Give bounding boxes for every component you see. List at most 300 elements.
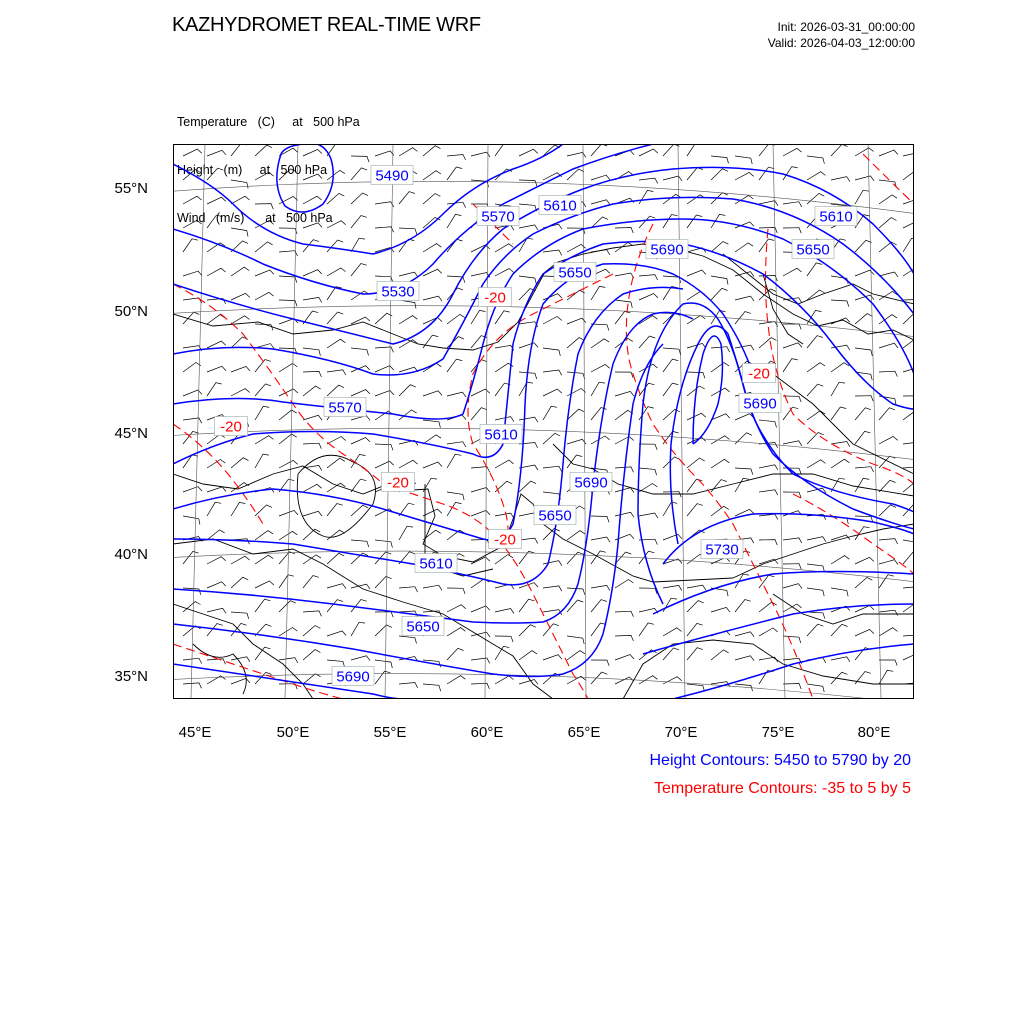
wind-barb [663,409,680,420]
wind-barb [807,537,826,542]
wind-barb [687,144,702,156]
wind-barb [663,359,678,372]
wind-barb [447,442,466,447]
wind-barb [903,587,914,592]
init-time: Init: 2026-03-31_00:00:00 [777,20,915,34]
wind-barb [639,383,654,396]
wind-barb [279,276,297,283]
wind-barb [855,557,874,564]
wind-barb [543,250,562,255]
wind-barb [231,502,245,516]
wind-barb [903,238,914,252]
wind-barb [807,263,822,276]
wind-barb [327,660,345,667]
wind-barb [327,504,343,517]
wind-barb [519,538,538,543]
wind-barb [351,193,368,204]
wind-barb [615,512,634,517]
wind-barb [495,460,514,468]
wind-barb [327,530,345,540]
temperature-contour-label [489,530,522,549]
wind-barb [519,180,537,186]
wind-barb [495,676,514,684]
wind-barb [711,607,730,612]
wind-barb [855,467,874,472]
wind-barb [399,300,416,309]
height-contour-label [815,207,857,226]
lon-label-65: 65°E [567,724,601,741]
wind-barb [567,651,585,660]
wind-barb [183,487,202,492]
height-contour-label [415,554,457,573]
wind-barb [783,359,798,372]
wind-barb [855,176,874,181]
wind-barb [711,459,729,468]
wind-barb [807,384,823,396]
wind-barb [519,322,538,327]
wind-barb [879,628,898,636]
wind-barb [183,220,202,228]
wind-barb [351,168,367,180]
lat-label-35: 35°N [114,668,148,685]
height-contour-label [534,506,576,525]
wind-barb [735,414,754,420]
wind-barb [759,657,778,662]
lat-label-55: 55°N [114,180,148,197]
wind-barb [279,251,298,256]
height-contour-label [332,667,374,686]
wind-barb [903,482,914,492]
wind-barb [663,628,682,636]
wind-barb [231,389,250,396]
wind-barb [327,370,346,375]
wind-barb [879,218,897,228]
wind-barb [351,505,368,516]
wind-barb [687,215,702,228]
wind-barb [495,345,514,350]
wind-barb [447,492,464,500]
height-contour-label [402,617,444,636]
wind-barb [903,152,914,157]
wind-barb [879,560,898,565]
wind-barb [207,215,222,228]
wind-barb [903,683,914,688]
wind-barb [399,148,417,156]
wind-barb [711,156,729,163]
wind-barb [375,625,392,636]
wind-barb [495,609,514,614]
wind-barb [759,420,777,428]
height-contour-label [792,240,834,259]
wind-barb [351,600,367,613]
wind-barb [783,684,801,690]
wind-barb [255,324,273,330]
wind-barb [879,436,898,444]
wind-barb [327,437,346,445]
wind-barb [783,538,802,543]
wind-barb [759,628,778,636]
wind-barb [663,457,680,468]
wind-barb [663,348,681,355]
wind-barb [663,176,682,181]
wind-barb [447,588,465,594]
wind-barb [303,611,322,616]
wind-barb [639,468,657,475]
wind-barb [855,527,870,540]
wind-barb [327,584,346,589]
wind-barb [399,316,417,324]
wind-barb [615,228,633,234]
wind-barb [375,540,392,548]
wind-barb [207,582,226,588]
wind-barb [543,561,562,566]
wind-barb [255,599,270,612]
wind-barb [303,196,322,204]
wind-barb [903,635,914,640]
wind-barb [183,551,199,564]
wind-barb [471,606,490,612]
wind-barb [567,389,586,397]
wind-barb [399,683,418,688]
wind-barb [759,465,778,470]
wind-barb [255,242,273,252]
wind-barb [735,172,754,180]
wind-barb [279,460,298,468]
wind-barb [231,337,248,348]
wind-barb [327,312,343,324]
wind-barb [711,288,728,300]
wind-barb [495,417,514,422]
wind-barb [759,575,774,588]
svg-text:5650: 5650 [406,618,440,636]
wind-barb [567,372,585,379]
wind-barb [591,516,609,522]
wind-barb [351,622,365,636]
wind-barb [351,656,370,661]
wind-barb [639,336,655,348]
wind-barb [807,363,825,372]
wind-barb [663,677,682,684]
wind-barb [327,458,345,468]
wind-barb [807,612,825,619]
wind-barb [879,195,897,204]
wind-barb [327,553,344,564]
wind-barb [255,505,272,516]
wind-barb [327,240,343,252]
wind-barb [831,144,848,156]
wind-barb [711,347,730,352]
wind-barb [351,479,366,492]
wind-barb [447,155,466,160]
wind-barb [591,660,609,666]
wind-barb [279,434,297,444]
wind-barb [231,657,250,662]
wind-barb [855,629,874,636]
svg-text:5570: 5570 [481,208,515,226]
wind-barb [279,658,298,663]
wind-barb [423,391,442,396]
wind-barb [327,385,344,396]
wind-barb [495,269,514,277]
svg-text:5650: 5650 [538,507,572,525]
lat-label-50: 50°N [114,303,148,320]
wind-barb [447,605,466,612]
wind-barb [519,417,538,422]
wind-barb [303,270,322,276]
wind-barb [423,194,440,205]
svg-text:5610: 5610 [484,426,518,444]
wind-barb [639,149,658,156]
wind-barb [903,396,914,402]
wind-barb [615,273,634,278]
wind-barb [207,168,223,180]
wind-barb [495,646,509,660]
wind-barb [831,657,850,662]
wind-barb [783,148,802,156]
field-height: Height (m) at 500 hPa [177,163,328,177]
wind-barb [639,190,653,204]
wind-barb [591,537,610,542]
wind-barb [855,431,870,444]
wind-barb [783,441,802,446]
wind-barb [879,150,898,156]
wind-barb [567,318,586,324]
wind-barb [303,529,320,540]
wind-barb [831,624,848,636]
lon-label-80: 80°E [857,724,891,741]
wind-barb [855,314,873,324]
weather-map [173,144,914,699]
wind-barb [591,286,605,300]
wind-barb [663,383,678,396]
wind-barb [183,516,200,525]
wind-barb [735,600,751,613]
wind-barb [447,502,461,516]
wind-barb [375,313,392,324]
wind-barb [591,382,605,396]
wind-barb [687,372,705,378]
wind-barb [615,655,634,661]
wind-barb [831,459,849,468]
wind-barb [543,348,560,356]
svg-text:5570: 5570 [328,399,362,417]
wind-barb [519,276,536,284]
wind-barb [615,372,633,378]
wind-barb [567,636,584,644]
temperature-contour-label [382,473,415,492]
wind-barb [471,310,485,324]
wind-barb [423,420,440,428]
wind-barb [327,339,345,348]
wind-barb [255,406,269,420]
wind-barb [351,348,369,356]
wind-barb [903,339,914,349]
wind-barb [759,514,778,519]
wind-barb [423,244,441,252]
wind-barb [255,270,274,276]
wind-barb [687,585,706,590]
wind-barb [183,455,198,468]
wind-barb [783,584,802,589]
wind-barb [447,214,461,228]
wind-barb [351,438,370,445]
wind-barb [375,576,392,588]
wind-barb [207,487,226,492]
wind-barb [375,347,394,353]
wind-barb [231,678,250,684]
wind-barb [471,510,490,516]
wind-barb [735,156,752,164]
wind-barb [615,635,633,641]
wind-barb [327,170,345,180]
wind-barb [903,552,914,564]
wind-barb [519,599,534,612]
wind-barb [615,311,631,324]
height-contour-label [646,240,688,259]
wind-barb [207,557,226,564]
wind-barb [759,338,776,348]
wind-barb [543,466,562,471]
wind-barb [543,433,560,444]
wind-barb [879,610,898,615]
wind-barb [903,313,914,324]
wind-barb [423,435,441,444]
wind-barb [807,156,824,164]
run-times [768,19,915,51]
wind-barb [303,371,321,377]
field-wind: Wind (m/s) at 500 hPa [177,211,333,225]
wind-barb [495,636,513,642]
lon-label-75: 75°E [761,724,795,741]
wind-barb [327,600,343,612]
wind-barb [567,531,585,540]
wind-barb [591,436,610,444]
wind-barb [543,655,562,660]
wind-barb [303,386,321,396]
wind-barb [375,227,394,232]
wind-barb [663,534,682,540]
wind-barb [591,175,610,180]
wind-barb [615,580,633,589]
wind-barb [591,144,607,156]
wind-barb [711,650,729,660]
wind-barb [279,169,296,180]
wind-barb [255,555,273,564]
wind-barb [303,576,319,589]
wind-barb [351,216,367,229]
svg-text:-20: -20 [387,474,409,492]
wind-barb [495,311,510,324]
wind-barb [207,150,226,156]
wind-barb [687,684,705,692]
wind-barb [255,581,274,588]
wind-barb [471,658,490,663]
wind-barb [399,636,417,644]
wind-barb [543,492,560,500]
wind-barb [231,366,250,372]
height-contour-label [324,398,366,417]
wind-barb [207,383,222,396]
height-contour-label [371,166,413,185]
wind-barb [183,149,202,156]
wind-barb [231,228,248,237]
wind-barb [495,144,510,156]
wind-barb [471,408,487,420]
wind-barb [831,177,850,182]
wind-barb [375,366,394,372]
wind-barb [519,238,533,252]
wind-barb [399,385,416,396]
wind-barb [423,585,442,590]
wind-barb [207,341,226,348]
wind-barb [279,410,297,420]
country-borders [173,241,914,699]
wind-barb [735,312,751,325]
svg-text:5610: 5610 [819,208,853,226]
wind-barb [903,410,914,420]
wind-barb [519,625,536,636]
wind-barb [615,677,634,684]
wind-barb [687,601,704,613]
wind-barb [447,628,465,636]
wind-barb [423,684,441,691]
wind-barb [303,555,321,564]
wind-barb [255,436,273,444]
wind-barb [519,481,536,492]
wind-barb [639,178,658,183]
wind-barb [567,439,586,444]
wind-barb [591,324,609,331]
wind-barb [687,270,706,276]
wind-barb [903,199,914,204]
wind-barb [663,585,682,590]
wind-barb [879,505,896,516]
lon-label-45: 45°E [178,724,212,741]
wind-barb [855,348,872,356]
wind-barb [807,624,823,636]
wind-barb [903,442,914,447]
wind-barb [399,587,418,592]
svg-text:5690: 5690 [336,668,370,686]
wind-barb [831,588,848,596]
wind-barb [831,556,849,564]
wind-barb [831,300,849,307]
wind-barb [375,671,390,684]
wind-barb [879,660,897,666]
wind-barb [423,171,441,180]
wind-barb [903,221,914,228]
wind-barb [783,343,802,348]
wind-barb [423,296,442,301]
lon-label-60: 60°E [470,724,504,741]
height-contour-label [539,196,581,215]
wind-barb [735,345,754,350]
wind-barb [471,152,490,157]
wind-barb [183,196,202,204]
map-title: KAZHYDROMET REAL-TIME WRF [172,14,481,36]
wind-barb [639,588,657,594]
wind-barb [255,531,273,540]
wind-barb [303,626,320,637]
svg-text:5610: 5610 [419,555,453,573]
wind-barb [903,170,914,180]
wind-barb [255,172,274,180]
wind-barb [687,195,705,204]
wind-barb [231,577,248,588]
wind-barb [447,454,461,468]
wind-barb [615,410,633,420]
wind-barb [807,336,823,348]
